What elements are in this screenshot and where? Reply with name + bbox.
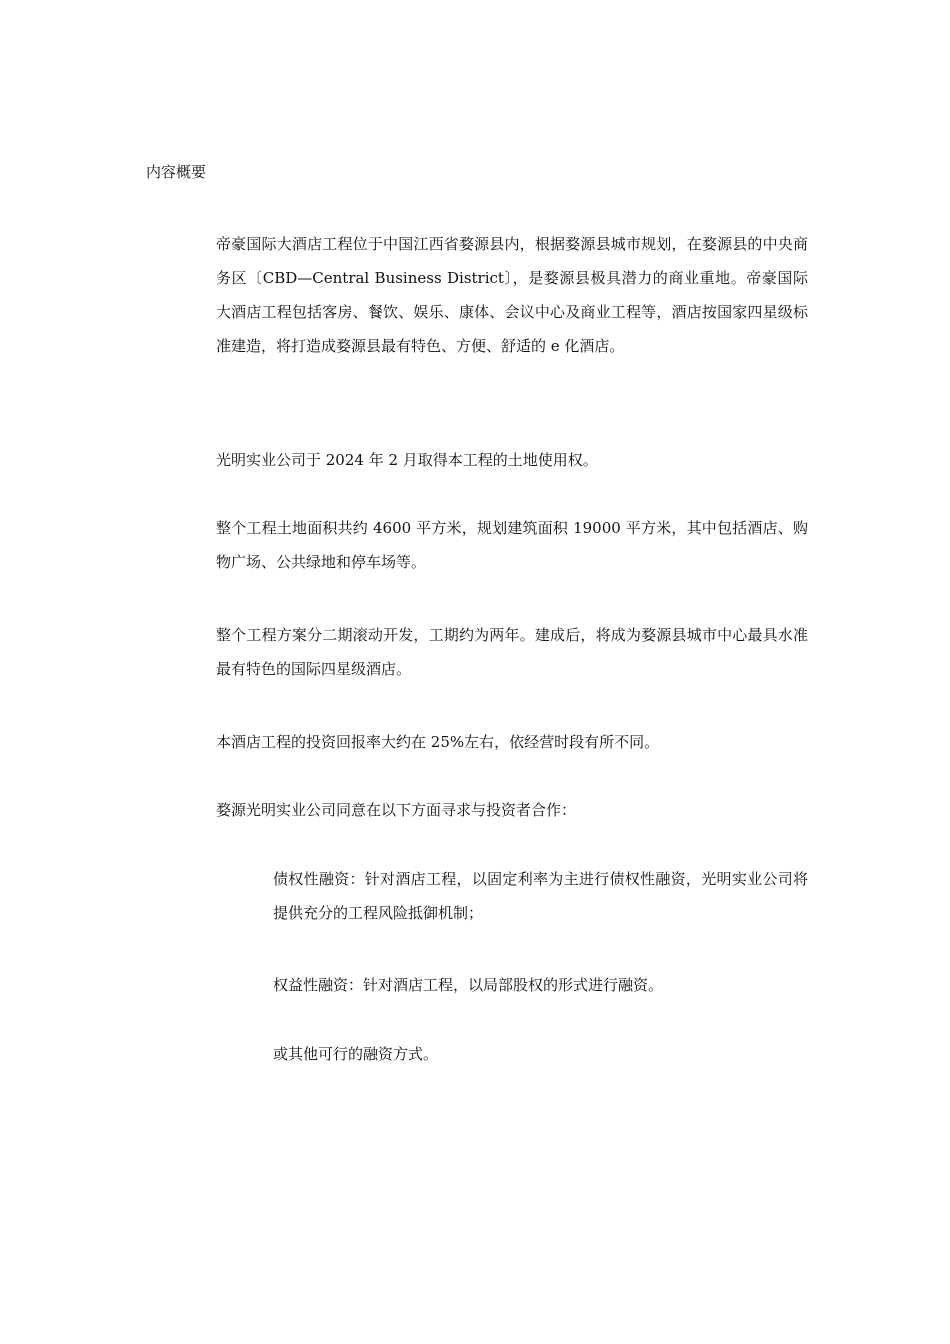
list-item-debt-financing: 债权性融资：针对酒店工程，以固定利率为主进行债权性融资，光明实业公司将提供充分的工程风险抵御机制；	[273, 870, 808, 922]
paragraph-land-area: 整个工程土地面积共约 4600 平方米，规划建筑面积 19000 平方米，其中包括酒店、购物广场、公共绿地和停车场等。	[216, 519, 808, 571]
paragraph-investment-return: 本酒店工程的投资回报率大约在 25%左右，依经营时段有所不同。	[216, 733, 660, 751]
paragraph-development-plan: 整个工程方案分二期滚动开发，工期约为两年。建成后，将成为婺源县城市中心最具水准最有特色的国际四星级酒店。	[216, 626, 808, 678]
paragraph-project-overview: 帝豪国际大酒店工程位于中国江西省婺源县内，根据婺源县城市规划，在婺源县的中央商务区〔CBD—Central Business District〕，是婺源县极具潜力的商业重地。帝豪国际大酒店工程包括客房、餐饮、娱乐、康体、会议中心及商业工程等，酒店按国家四星级标准建造，将打造成婺源县最有特色、方便、舒适的 e 化酒店。	[216, 235, 808, 355]
paragraph-land-rights: 光明实业公司于 2024 年 2 月取得本工程的土地使用权。	[216, 451, 598, 469]
paragraph-cooperation-intro: 婺源光明实业公司同意在以下方面寻求与投资者合作：	[216, 801, 577, 819]
page-title: 内容概要	[146, 163, 207, 181]
list-item-other-financing: 或其他可行的融资方式。	[273, 1045, 439, 1063]
list-item-equity-financing: 权益性融资：针对酒店工程，以局部股权的形式进行融资。	[273, 976, 664, 994]
